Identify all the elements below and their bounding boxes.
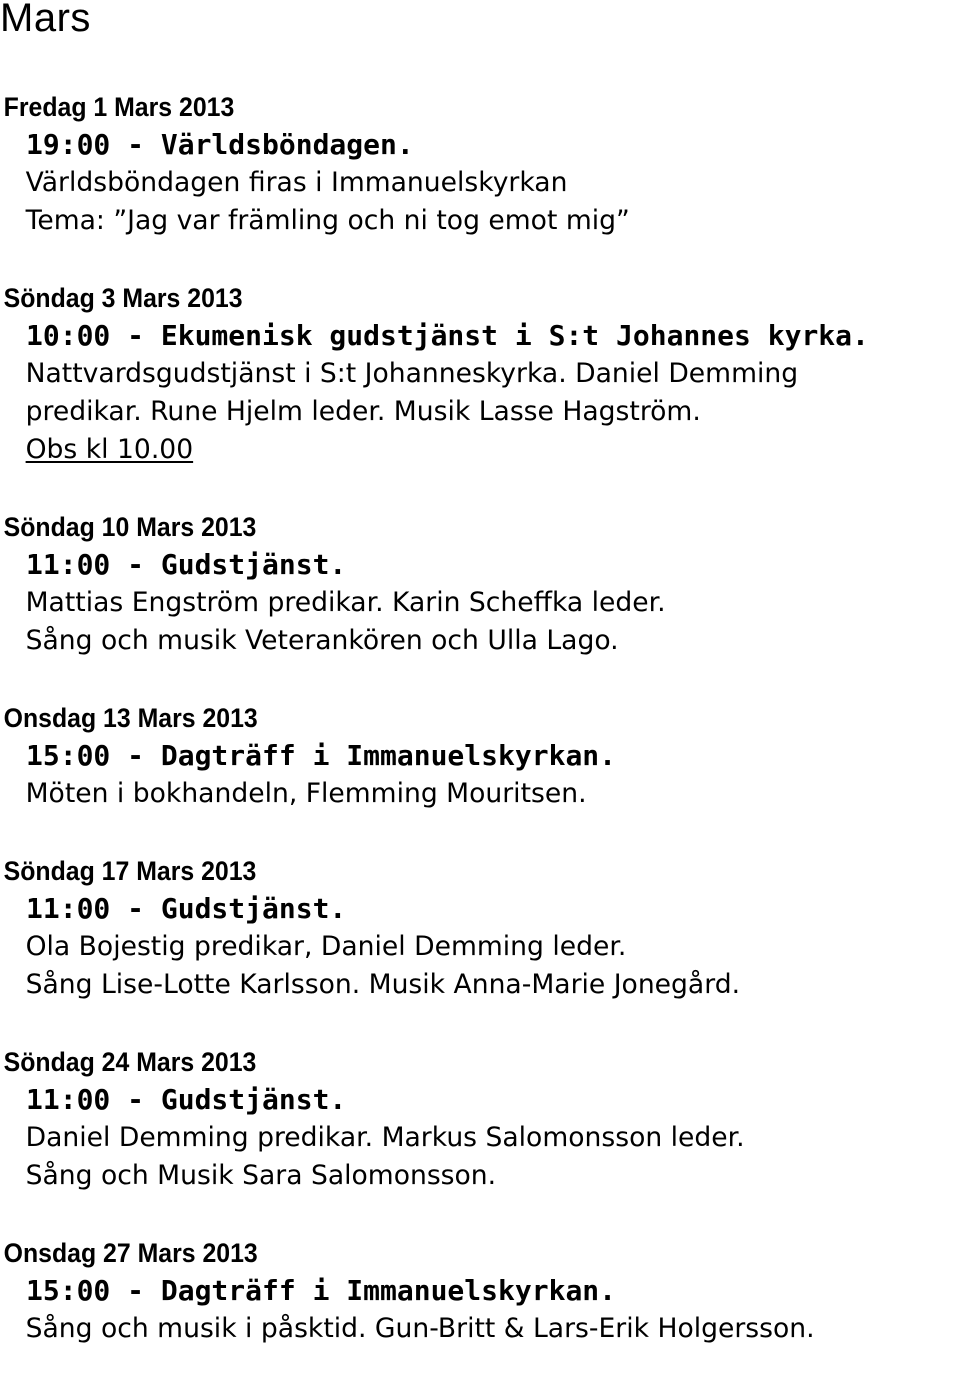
event-description-line: Ola Bojestig predikar, Daniel Demming leder.	[25, 931, 627, 962]
event-description-line: Sång Lise-Lotte Karlsson. Musik Anna-Marie Jonegård.	[25, 969, 741, 1000]
event-list	[0, 88, 960, 1387]
event-date: Söndag 3 Mars 2013	[3, 283, 243, 313]
event-time-title: 11:00 - Gudstjänst.	[26, 548, 347, 581]
event-date: Söndag 10 Mars 2013	[3, 512, 257, 542]
event-description-line: Sång och musik Veterankören och Ulla Lago.	[25, 625, 619, 656]
event-date: Fredag 1 Mars 2013	[3, 92, 235, 122]
event-item	[0, 279, 960, 469]
event-item	[0, 1234, 960, 1348]
event-description-line: Daniel Demming predikar. Markus Salomonsson leder.	[25, 1122, 745, 1153]
event-time-title: 19:00 - Världsböndagen.	[26, 128, 414, 161]
event-item	[0, 852, 960, 1004]
page-title: Mars	[0, 0, 91, 40]
event-description-line: Tema: ”Jag var främling och ni tog emot mig”	[25, 205, 630, 236]
event-time-note-link[interactable]: Obs kl 10.00	[25, 434, 194, 465]
event-description-line: Mattias Engström predikar. Karin Scheffka leder.	[25, 587, 666, 618]
event-time-title: 10:00 - Ekumenisk gudstjänst i S:t Johannes kyrka.	[26, 319, 869, 352]
event-description-line: Sång och musik i påsktid. Gun-Britt & Lars-Erik Holgersson.	[25, 1313, 815, 1344]
event-date: Söndag 24 Mars 2013	[3, 1047, 257, 1077]
event-description-line: Nattvardsgudstjänst i S:t Johanneskyrka. Daniel Demming	[25, 358, 799, 389]
event-item	[0, 508, 960, 660]
event-description-line: Sång och Musik Sara Salomonsson.	[25, 1160, 497, 1191]
event-time-title: 11:00 - Gudstjänst.	[26, 1083, 347, 1116]
event-time-title: 15:00 - Dagträff i Immanuelskyrkan.	[26, 739, 617, 772]
event-description-line: predikar. Rune Hjelm leder. Musik Lasse Hagström.	[25, 396, 701, 427]
event-description-line: Världsböndagen firas i Immanuelskyrkan	[25, 167, 568, 198]
event-date: Söndag 17 Mars 2013	[3, 856, 257, 886]
event-item	[0, 88, 960, 240]
event-time-title: 15:00 - Dagträff i Immanuelskyrkan.	[26, 1274, 617, 1307]
event-item	[0, 1043, 960, 1195]
event-item	[0, 699, 960, 813]
event-description-line: Möten i bokhandeln, Flemming Mouritsen.	[25, 778, 587, 809]
event-date: Onsdag 27 Mars 2013	[3, 1238, 258, 1268]
event-time-title: 11:00 - Gudstjänst.	[26, 892, 347, 925]
event-date: Onsdag 13 Mars 2013	[3, 703, 258, 733]
